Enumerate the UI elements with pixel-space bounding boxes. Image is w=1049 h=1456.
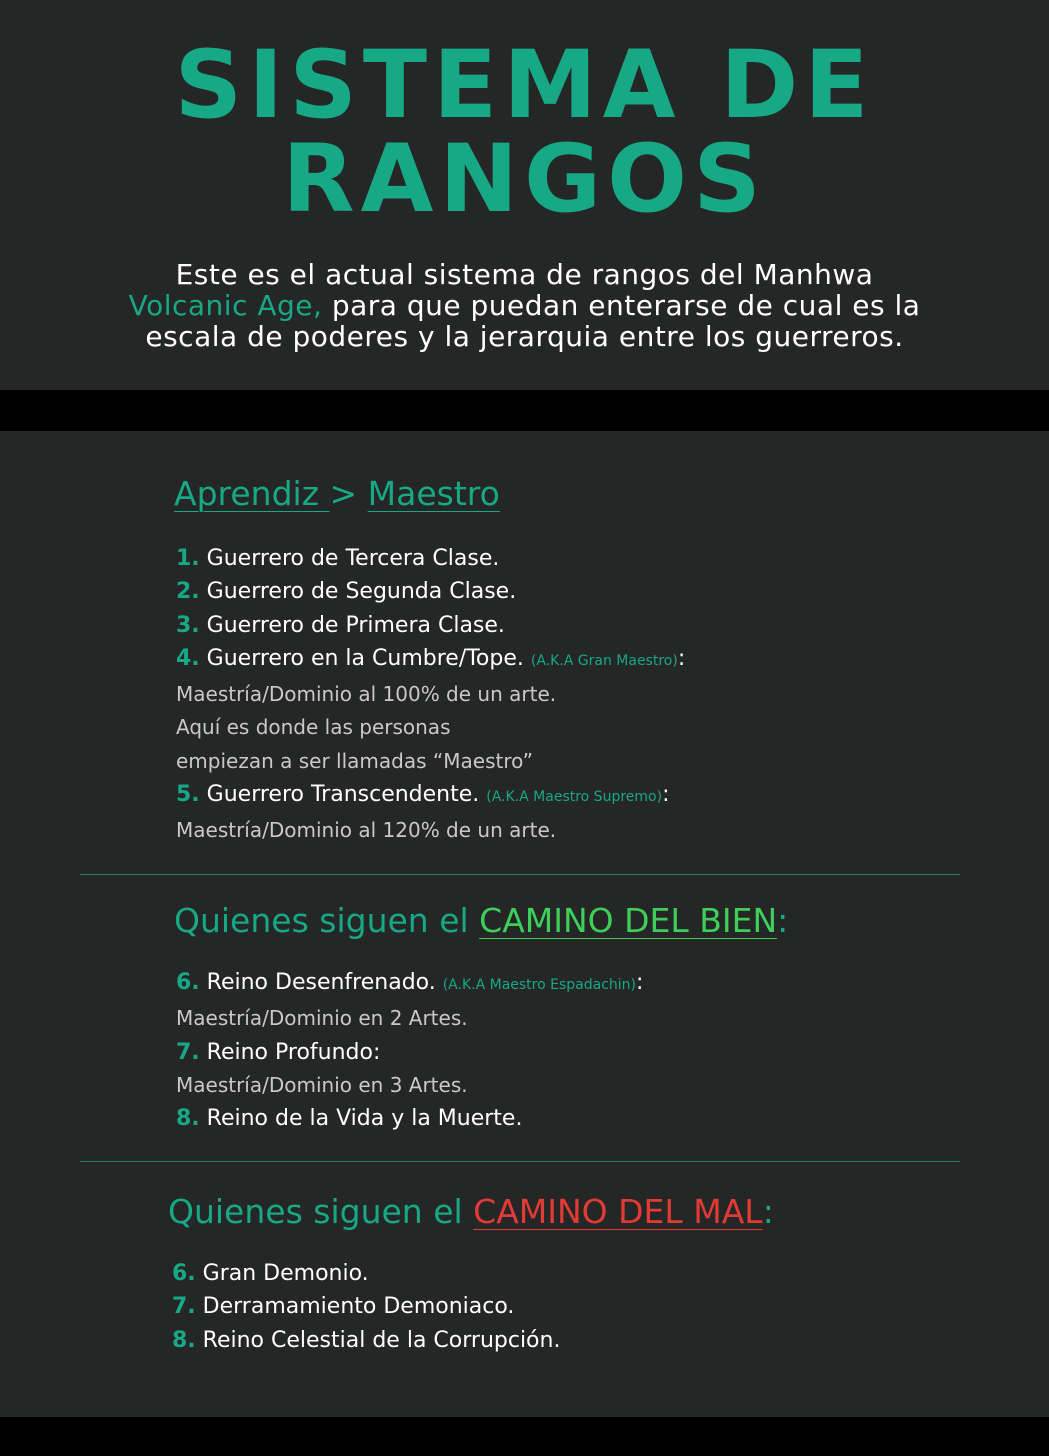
heading-colon: : xyxy=(777,901,789,940)
rank-number: 7. xyxy=(176,1039,200,1065)
rank-item xyxy=(176,1102,643,1135)
rank-number: 6. xyxy=(172,1261,196,1286)
title-line-1: SISTEMA DE xyxy=(174,31,875,140)
heading-camino-del-bien: CAMINO DEL BIEN xyxy=(479,901,778,940)
rank-item xyxy=(176,1036,643,1069)
rank-item xyxy=(176,542,685,575)
section-heading-camino-del-mal xyxy=(168,1192,774,1232)
rank-description: empiezan a ser llamadas “Maestro” xyxy=(176,748,533,773)
rank-item xyxy=(176,778,685,814)
header-panel xyxy=(0,0,1049,390)
rank-item xyxy=(176,966,643,1002)
rank-number: 2. xyxy=(176,579,200,605)
intro-highlight: Volcanic Age, xyxy=(128,289,323,322)
heading-aprendiz: Aprendiz xyxy=(174,474,330,513)
rank-description: Aquí es donde las personas xyxy=(176,715,451,740)
rank-item xyxy=(172,1290,560,1323)
intro-line-3: escala de poderes y la jerarquia entre los guerreros. xyxy=(145,320,904,353)
rank-description: Maestría/Dominio en 2 Artes. xyxy=(176,1006,468,1031)
rank-number: 5. xyxy=(176,782,200,808)
section-divider xyxy=(80,1161,960,1162)
section-divider xyxy=(80,874,960,875)
rank-description: Maestría/Dominio al 120% de un arte. xyxy=(176,818,557,843)
rank-name: Derramamiento Demoniaco. xyxy=(195,1294,515,1320)
rank-colon: : xyxy=(636,970,644,995)
heading-camino-del-mal: CAMINO DEL MAL xyxy=(473,1192,763,1231)
rank-name: Gran Demonio. xyxy=(195,1261,369,1286)
rank-list-camino-del-mal xyxy=(172,1257,560,1357)
rank-alias: (A.K.A Maestro Supremo) xyxy=(486,789,663,806)
rank-number: 1. xyxy=(176,546,200,571)
heading-maestro: Maestro xyxy=(367,474,500,513)
heading-prefix: Quienes siguen el xyxy=(174,901,480,940)
rank-name: Reino Desenfrenado. xyxy=(199,970,443,995)
rank-item xyxy=(176,642,685,678)
heading-prefix: Quienes siguen el xyxy=(168,1192,474,1231)
rank-item xyxy=(176,575,685,608)
intro-line-2-rest: para que puedan enterarse de cual es la xyxy=(322,289,921,322)
rank-name: Guerrero de Tercera Clase. xyxy=(199,546,500,571)
section-heading-camino-del-bien xyxy=(174,901,788,941)
rank-item xyxy=(172,1324,560,1357)
rank-name: Reino de la Vida y la Muerte. xyxy=(199,1106,523,1132)
rank-name: Guerrero en la Cumbre/Tope. xyxy=(199,645,531,671)
rank-item xyxy=(176,609,685,642)
rank-number: 7. xyxy=(172,1294,196,1320)
rank-number: 3. xyxy=(176,612,200,638)
rank-item xyxy=(172,1257,560,1290)
rank-name: Guerrero de Segunda Clase. xyxy=(199,579,517,605)
rank-description: Maestría/Dominio en 3 Artes. xyxy=(176,1072,468,1097)
rank-name: Guerrero de Primera Clase. xyxy=(199,612,505,638)
rank-number: 8. xyxy=(176,1106,200,1132)
heading-colon: : xyxy=(762,1192,774,1231)
rank-number: 6. xyxy=(176,970,200,995)
rank-name: Reino Celestial de la Corrupción. xyxy=(195,1327,561,1353)
rank-number: 8. xyxy=(172,1327,196,1353)
rank-colon: : xyxy=(677,645,686,671)
rank-name: Guerrero Transcendente. xyxy=(199,782,487,808)
title-line-2: RANGOS xyxy=(282,125,767,234)
rank-name: Reino Profundo: xyxy=(199,1039,381,1065)
rank-number: 4. xyxy=(176,645,200,671)
intro-line-2 xyxy=(0,288,1049,323)
rank-alias: (A.K.A Maestro Espadachin) xyxy=(442,977,637,993)
intro-line-1: Este es el actual sistema de rangos del Manhwa xyxy=(175,258,874,291)
heading-separator: > xyxy=(329,474,368,513)
section-heading-aprendiz-maestro xyxy=(174,474,500,514)
rank-alias: (A.K.A Gran Maestro) xyxy=(530,652,678,669)
rank-description: Maestría/Dominio al 100% de un arte. xyxy=(176,682,557,707)
rank-list-aprendiz-maestro xyxy=(176,542,685,848)
rank-list-camino-del-bien xyxy=(176,966,643,1135)
rank-colon: : xyxy=(662,782,670,808)
